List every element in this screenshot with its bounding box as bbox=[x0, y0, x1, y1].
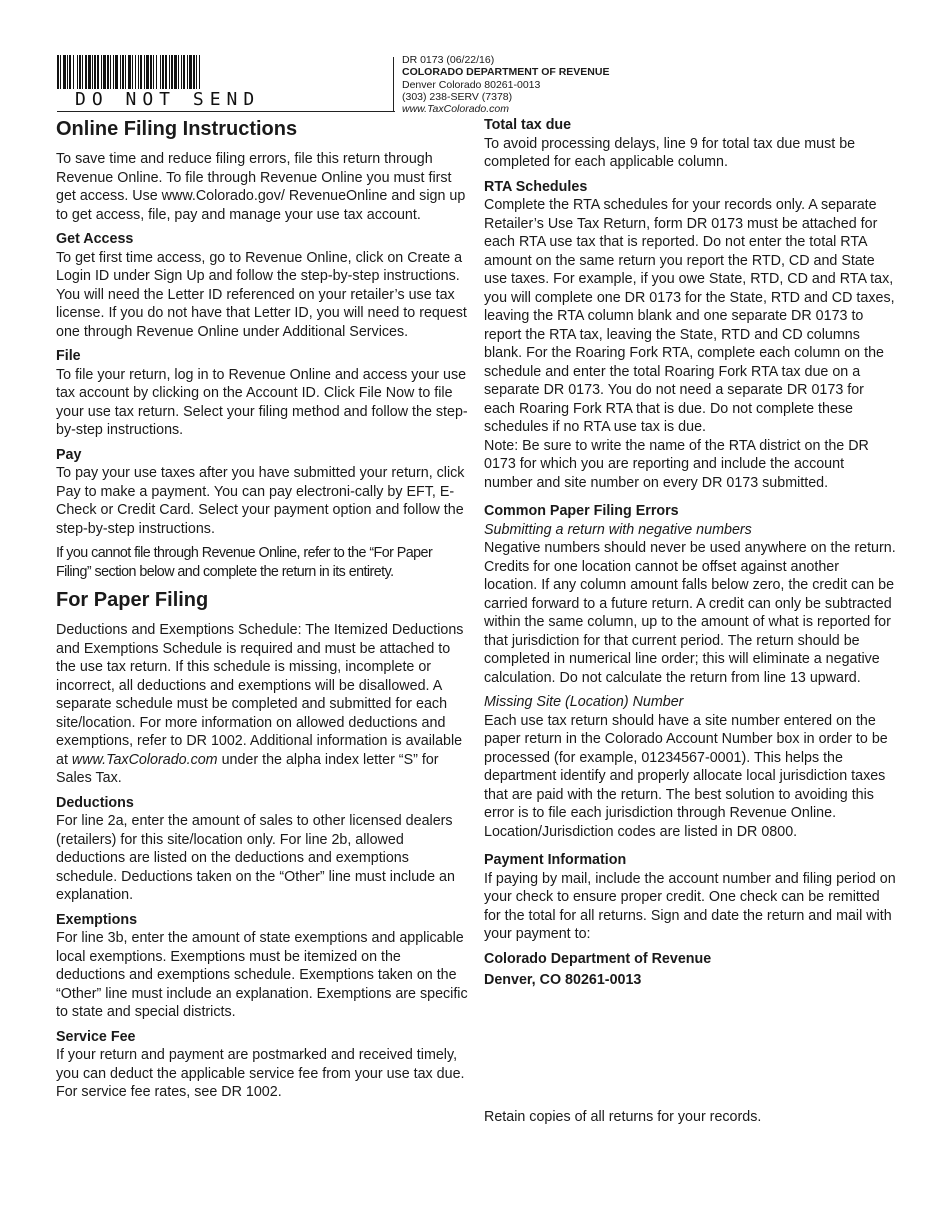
file-heading: File bbox=[56, 348, 81, 364]
deductions-heading: Deductions bbox=[56, 794, 134, 811]
retain-copies-note: Retain copies of all returns for your records. bbox=[484, 1109, 762, 1125]
department-phone: (303) 238-SERV (7378) bbox=[402, 90, 513, 103]
total-tax-due-text: To avoid processing delays, line 9 for total tax due must be completed for each applicable column. bbox=[484, 135, 856, 170]
online-filing-intro: To save time and reduce filing errors, file this return through Revenue Online. To file through Revenue Online you must first get access. Use www.Colorado.gov/ RevenueOnline and sign up to get access, file, pay and manage your use tax account. bbox=[56, 151, 466, 223]
online-filing-title: Online Filing Instructions bbox=[56, 118, 298, 140]
common-errors-heading: Common Paper Filing Errors bbox=[484, 503, 679, 519]
exemptions-heading: Exemptions bbox=[56, 911, 138, 928]
pay-heading: Pay bbox=[56, 446, 82, 463]
right-column bbox=[484, 116, 896, 993]
service-fee-heading: Service Fee bbox=[56, 1028, 136, 1045]
missing-site-subheading: Missing Site (Location) Number bbox=[484, 694, 684, 710]
rta-schedules-text: Complete the RTA schedules for your records only. A separate Retailer’s Use Tax Return, form DR 0173 must be attached for each RTA use tax that is reported. Do not enter the total RTA amount on the same return you report the RTD, CD and State use taxes. For example, if you owe State, RTD, CD and RTA tax, you will complete one DR 0173 for the State, RTD and CD taxes, leaving the RTA column blank and one separate DR 0173 to report the RTA tax, leaving the State, RTD and CD columns blank. For the Roaring Fork RTA, complete each column on the schedule and enter the total Roaring Fork RTA tax due on a separate DR 0173. You do not need a separate DR 0173 for each Roaring Fork RTA that is due. Do not complete these schedules if no RTA use tax is due. bbox=[484, 197, 895, 435]
taxcolorado-link: www.TaxColorado.com bbox=[71, 751, 218, 768]
department-name: COLORADO DEPARTMENT OF REVENUE bbox=[402, 66, 610, 79]
rta-schedules-heading: RTA Schedules bbox=[484, 178, 588, 195]
form-number: DR 0173 (06/22/16) bbox=[402, 54, 495, 66]
header-divider bbox=[57, 111, 395, 112]
paper-filing-text-b: under the alpha index letter “S” for Sales Tax. bbox=[56, 751, 439, 786]
barcode-caption: DO NOT SEND bbox=[75, 89, 261, 110]
paper-filing-title: For Paper Filing bbox=[56, 589, 209, 611]
payment-information-text: If paying by mail, include the account number and filing period on your check to ensure proper credit. One check can be remitted for the total for all returns. Sign and date the return and mail with your payment to: bbox=[484, 870, 896, 942]
deductions-text: For line 2a, enter the amount of sales to other licensed dealers (retailers) for this site/location only. For line 2b, allowed deductions are listed on the deductions and exemptions schedule. Deductions taken on the “Other” line must include an explanation. bbox=[56, 813, 455, 903]
department-website: www.TaxColorado.com bbox=[402, 103, 509, 116]
header-vertical-divider bbox=[393, 57, 394, 112]
payment-information-heading: Payment Information bbox=[484, 852, 627, 868]
mailing-address-line2: Denver, CO 80261-0013 bbox=[484, 972, 642, 988]
paper-filing-text bbox=[56, 621, 468, 788]
get-access-text: To get first time access, go to Revenue Online, click on Create a Login ID under Sign Up and follow the step-by-step instructions. You will need the Letter ID referenced on your retailer’s use tax license. If you do not have that Letter ID, you will need to request one through Revenue Online under Additional Services. bbox=[56, 249, 467, 340]
file-text: To file your return, log in to Revenue Online and access your use tax account by clicking on the Account ID. Click File Now to file your use tax return. Select your filing method and follow the step-by-step instructions. bbox=[56, 366, 468, 438]
rta-note: Note: Be sure to write the name of the RTA district on the DR 0173 for which you are reporting and include the account number and site number on every DR 0173 submitted. bbox=[484, 437, 869, 491]
form-header bbox=[402, 54, 609, 115]
paper-filing-text-a: Deductions and Exemptions Schedule: The Itemized Deductions and Exemptions Schedule is required and must be attached to the use tax return. If this schedule is missing, incomplete or incorrect, all deductions and exemptions will be disallowed. A separate schedule must be completed and submitted for each site/location. For more information on allowed deductions and exemptions, refer to DR 1002. Additional information is available at bbox=[56, 622, 464, 768]
negative-numbers-subheading: Submitting a return with negative numbers bbox=[484, 521, 752, 538]
exemptions-text: For line 3b, enter the amount of state exemptions and applicable local exemptions. Exemptions must be itemized on the deductions and exemptions schedule. Exemptions taken on the “Other” line must include an explanation. Exemptions are specific to state and special districts. bbox=[56, 930, 468, 1020]
left-column bbox=[56, 116, 468, 1108]
total-tax-due-heading: Total tax due bbox=[484, 117, 572, 133]
pay-text: To pay your use taxes after you have submitted your return, click Pay to make a payment. You can pay electroni-cally by EFT, E-Check or Credit Card. Select your payment option and follow the step-by-step instructions. bbox=[56, 465, 465, 537]
department-city: Denver Colorado 80261-0013 bbox=[402, 78, 541, 91]
get-access-heading: Get Access bbox=[56, 231, 134, 247]
missing-site-text: Each use tax return should have a site number entered on the paper return in the Colorado Account Number box in order to be processed (for example, 01234567-0001). This helps the department identify and properly allocate local jurisdiction taxes that are paid with the return. The best solution to avoiding this error is to file each jurisdiction through Revenue Online. Location/Jurisdiction codes are listed in DR 0800. bbox=[484, 712, 888, 840]
pay-note: If you cannot file through Revenue Online, refer to the “For Paper Filing” section below and complete the return in its entirety. bbox=[56, 545, 433, 580]
barcode-image bbox=[57, 55, 275, 89]
barcode-gap bbox=[200, 55, 202, 89]
negative-numbers-text: Negative numbers should never be used anywhere on the return. Credits for one location cannot be offset against another location. If any column amount falls below zero, the credit can be carried forward to a future return. A credit can only be subtracted within the same column, up to the amount of what is reported for that jurisdiction for that current period. The return should be completed in numerical line order; this will eliminate a negative calculation. Do not calculate the return from line 13 upward. bbox=[484, 540, 896, 686]
mailing-address-line1: Colorado Department of Revenue bbox=[484, 950, 712, 967]
service-fee-text: If your return and payment are postmarked and received timely, you can deduct the applicable service fee from your use tax due. For service fee rates, see DR 1002. bbox=[56, 1047, 465, 1100]
